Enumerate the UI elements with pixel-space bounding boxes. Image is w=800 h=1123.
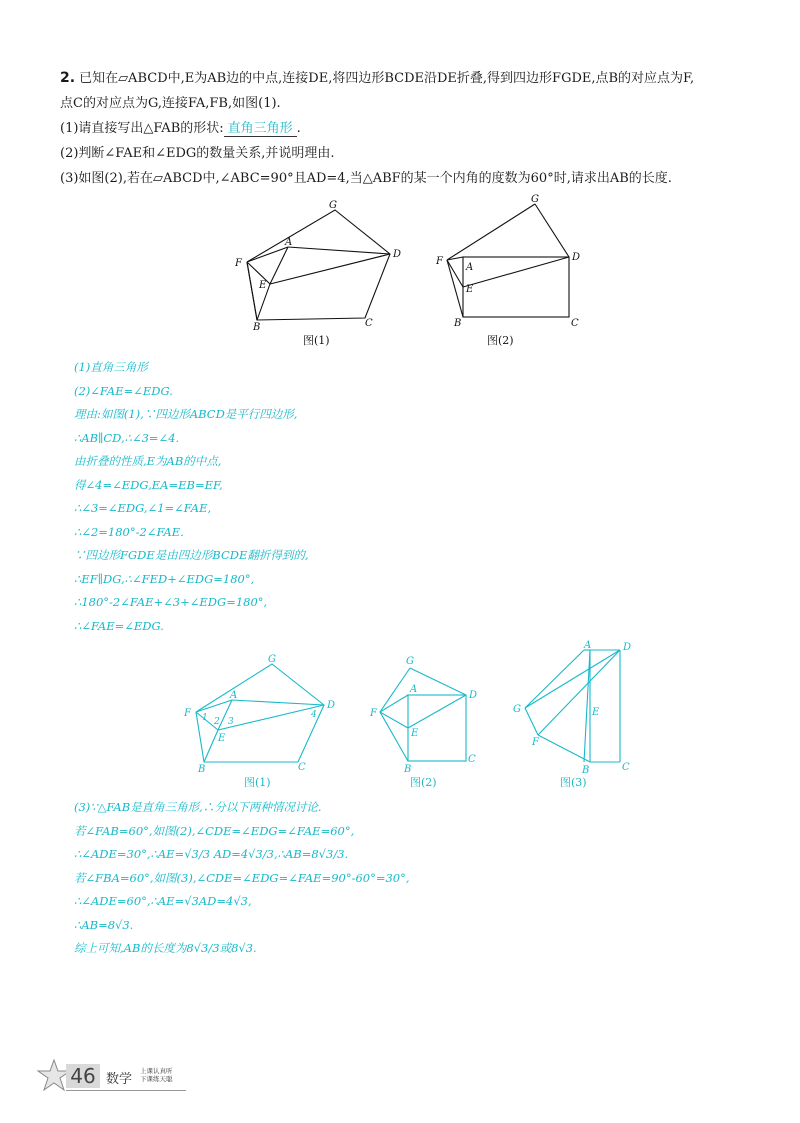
fig2-label-F: F — [436, 256, 443, 267]
solution-line: 得∠4=∠EDG,EA=EB=EF, — [74, 477, 223, 492]
solution-line: 综上可知,AB的长度为8√3/3或8√3. — [74, 941, 257, 955]
fig2-label-C: C — [571, 318, 579, 329]
fig1-label-E: E — [259, 280, 267, 291]
fig2-label-B: B — [454, 318, 462, 329]
sfig3-label-E: E — [592, 707, 600, 718]
solution-figure-1 — [196, 664, 324, 762]
fig1-label-C: C — [365, 318, 373, 329]
problem-figures — [225, 192, 595, 347]
solution-line: 理由:如图(1),∵四边形ABCD是平行四边形, — [74, 407, 298, 421]
footer-slogan: 上课认真听 下课练天聪 — [140, 1067, 173, 1083]
question-number: 2. — [60, 70, 76, 86]
solution-line: 若∠FAB=60°,如图(2),∠CDE=∠EDG=∠FAE=60°, — [74, 823, 355, 838]
sfig1-label-A: A — [230, 690, 238, 701]
answer-blank: 直角三角形 — [224, 121, 297, 137]
sfig1-label-E: E — [218, 733, 226, 744]
sfig1-label-F: F — [184, 708, 191, 719]
solution-figure-3 — [525, 650, 620, 762]
footer-subject: 数学 — [106, 1072, 133, 1087]
figure-1 — [247, 210, 390, 320]
solution-line: ∴∠FAE=∠EDG. — [74, 618, 164, 633]
question-1: (1)请直接写出△FAB的形状: 直角三角形 . — [60, 121, 301, 136]
fig2-label-E: E — [466, 284, 474, 295]
fig2-label-D: D — [572, 252, 581, 263]
solution-line: ∴∠ADE=60°,∴AE=√3AD=4√3, — [74, 894, 252, 908]
problem-line-1: 2. 已知在▱ABCD中,E为AB边的中点,连接DE,将四边形BCDE沿DE折叠,得到四边形FGDE,点B的对应点为F, — [60, 70, 695, 86]
figure-2 — [447, 204, 569, 317]
problem-line-2: 点C的对应点为G,连接FA,FB,如图(1). — [60, 96, 281, 111]
sfig1-label-D: D — [327, 700, 336, 711]
solution-line: ∴AB∥CD,∴∠3=∠4. — [74, 430, 180, 445]
solution-line: ∴180°-2∠FAE+∠3+∠EDG=180°, — [74, 595, 268, 609]
solution-line: ∴∠3=∠EDG,∠1=∠FAE, — [74, 501, 212, 515]
solution-line: ∴EF∥DG,∴∠FED+∠EDG=180°, — [74, 571, 255, 586]
solution-line: ∴∠2=180°-2∠FAE. — [74, 524, 184, 539]
sfig3-label-A: A — [584, 640, 592, 651]
angle-label-3: 3 — [228, 717, 234, 727]
sfig3-label-F: F — [532, 737, 539, 748]
sfig3-caption: 图(3) — [560, 776, 587, 789]
solution-part-1-2 — [74, 356, 634, 638]
solution-line: ∴AB=8√3. — [74, 917, 134, 932]
sfig2-caption: 图(2) — [410, 776, 437, 789]
fig1-label-F: F — [235, 258, 242, 269]
sfig2-label-D: D — [469, 690, 478, 701]
fig1-label-D: D — [393, 249, 402, 260]
solution-line: ∵四边形FGDE是由四边形BCDE翻折得到的, — [74, 548, 309, 562]
sfig2-label-C: C — [468, 754, 476, 765]
solution-line: ∴∠ADE=30°,∴AE=√3/3 AD=4√3/3,∴AB=8√3/3. — [74, 847, 349, 861]
fig2-label-G: G — [531, 194, 539, 205]
solution-line: 由折叠的性质,E为AB的中点, — [74, 454, 222, 468]
sfig3-label-B: B — [582, 765, 590, 776]
solution-line: (1)直角三角形 — [74, 360, 148, 374]
sfig1-label-C: C — [298, 762, 306, 773]
fig2-caption: 图(2) — [487, 334, 514, 347]
sfig2-label-A: A — [410, 684, 418, 695]
solution-line: (3)∵△FAB是直角三角形,∴分以下两种情况讨论. — [74, 800, 322, 814]
fig1-label-B: B — [253, 322, 261, 333]
page-footer — [36, 1054, 196, 1098]
solution-figure-2 — [380, 668, 466, 761]
sfig3-label-C: C — [622, 762, 630, 773]
question-2: (2)判断∠FAE和∠EDG的数量关系,并说明理由. — [60, 146, 335, 161]
sfig1-caption: 图(1) — [244, 776, 271, 789]
sfig2-label-E: E — [411, 728, 419, 739]
sfig3-label-G: G — [513, 704, 521, 715]
angle-label-1: 1 — [202, 713, 208, 723]
sfig1-label-B: B — [198, 764, 206, 775]
page-number: 46 — [66, 1064, 100, 1088]
solution-figures — [180, 640, 640, 795]
question-3: (3)如图(2),若在▱ABCD中,∠ABC=90°且AD=4,当△ABF的某一个内角的度数为60°时,请求出AB的长度. — [60, 171, 672, 186]
fig1-label-A: A — [285, 237, 293, 248]
fig1-caption: 图(1) — [303, 334, 330, 347]
problem-statement — [60, 66, 760, 191]
sfig3-label-D: D — [623, 642, 632, 653]
fig2-label-A: A — [466, 262, 474, 273]
footer-divider — [66, 1090, 186, 1091]
sfig1-label-G: G — [268, 654, 276, 665]
fig1-label-G: G — [329, 200, 337, 211]
solution-line: (2)∠FAE=∠EDG. — [74, 383, 173, 398]
solution-part-3 — [74, 796, 634, 961]
angle-label-2: 2 — [214, 717, 220, 727]
sfig2-label-G: G — [406, 656, 414, 667]
solution-line: 若∠FBA=60°,如图(3),∠CDE=∠EDG=∠FAE=90°-60°=30°, — [74, 870, 410, 885]
angle-label-4: 4 — [311, 710, 317, 720]
sfig2-label-B: B — [404, 764, 412, 775]
sfig2-label-F: F — [370, 708, 377, 719]
